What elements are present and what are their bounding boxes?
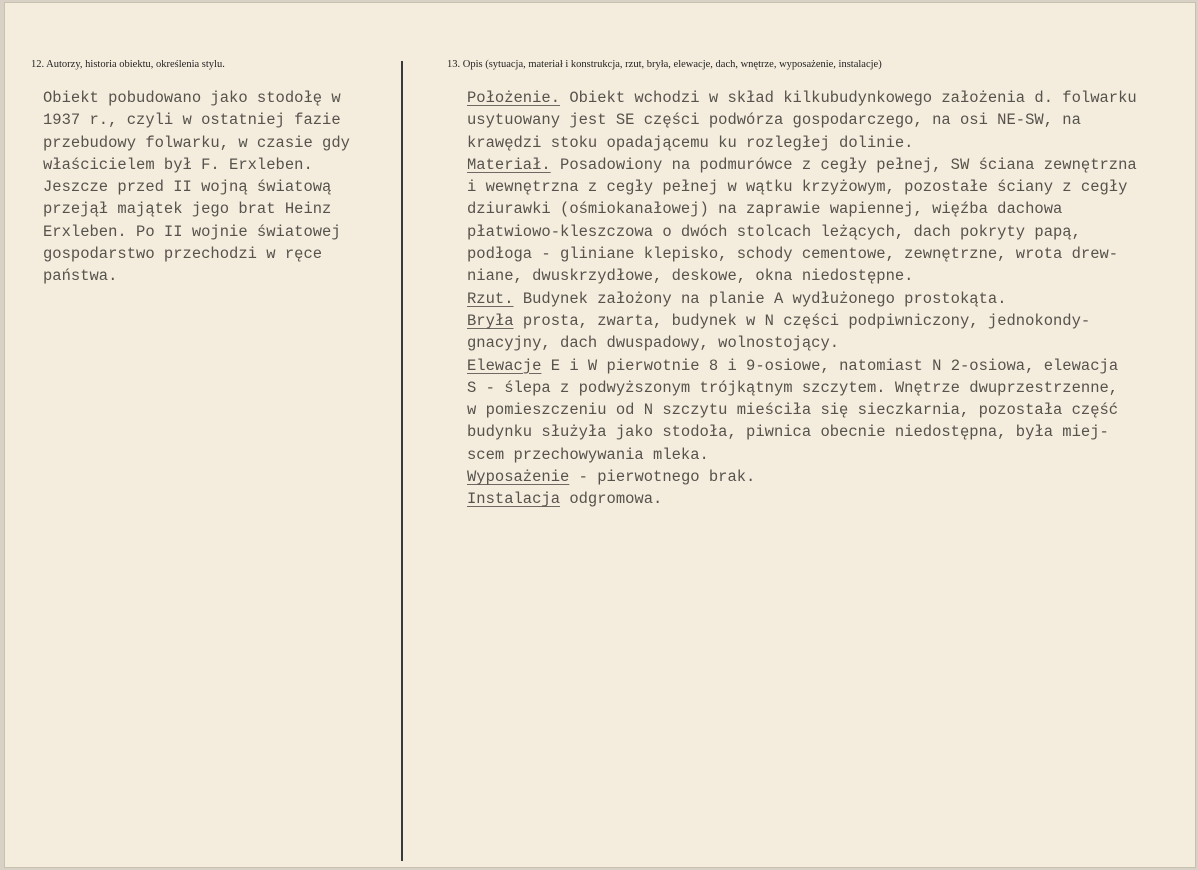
line-text: i wewnętrzna z cegły pełnej w wątku krzyżowym, pozostałe ściany z cegły — [467, 178, 1128, 197]
subheading-label: Materiał. — [467, 155, 551, 174]
section-13-line — [467, 109, 1137, 131]
section-12-line: gospodarstwo przechodzi w ręce — [43, 245, 323, 264]
line-text: Obiekt wchodzi w skład kilkubudynkowego założenia d. folwarku — [560, 89, 1137, 107]
subheading-label: Elewacje — [467, 356, 542, 375]
line-text: niane, dwuskrzydłowe, deskowe, okna niedostępne. — [467, 267, 914, 286]
section-13-heading: 13. Opis (sytuacja, materiał i konstrukcja, rzut, bryła, elewacje, dach, wnętrze, wyposażenie, instalacje) — [447, 59, 882, 70]
section-12-line: właścicielem był F. Erxleben. — [43, 155, 313, 174]
section-13-line — [467, 176, 1137, 198]
subheading-label: Rzut. — [467, 289, 514, 308]
line-text: płatwiowo-kleszczowa o dwóch stolcach leżących, dach pokryty papą, — [467, 222, 1081, 241]
line-text: S - ślepa z podwyższonym trójkątnym szczytem. Wnętrze dwuprzestrzenne, — [467, 378, 1119, 397]
section-12-line: państwa. — [43, 267, 118, 286]
line-text: w pomieszczeniu od N szczytu mieściła się sieczkarnia, pozostała część — [467, 401, 1119, 420]
section-13-line — [467, 421, 1137, 443]
section-12-line: Jeszcze przed II wojną światową — [43, 178, 332, 197]
line-text: podłoga - gliniane klepisko, schody cementowe, zewnętrzne, wrota drew- — [467, 245, 1119, 264]
subheading-label: Wyposażenie — [467, 468, 570, 487]
line-text: E i W pierwotnie 8 i 9-osiowe, natomiast N 2-osiowa, elewacja — [541, 356, 1119, 375]
subheading-label: Bryła — [467, 311, 514, 330]
line-text: usytuowany jest SE części podwórza gospodarczego, na osi NE-SW, na — [467, 111, 1081, 130]
section-13-line — [467, 466, 1137, 488]
section-13-line — [467, 488, 1137, 510]
record-card — [4, 2, 1196, 868]
column-divider — [401, 61, 403, 861]
section-13-line — [467, 288, 1137, 310]
section-12-heading: 12. Autorzy, historia obiektu, określenia stylu. — [31, 59, 225, 70]
section-13-line — [467, 221, 1137, 243]
section-13-line — [467, 132, 1137, 154]
section-13-line — [467, 154, 1137, 176]
section-13-line — [467, 444, 1137, 466]
line-text: Posadowiony na podmurówce z cegły pełnej, SW ściana zewnętrzna — [550, 155, 1137, 174]
section-12-line: Obiekt pobudowano jako stodołę w — [43, 89, 341, 107]
section-13-line — [467, 87, 1137, 109]
line-text: Budynek założony na planie A wydłużonego prostokąta. — [513, 289, 1007, 308]
subheading-label: Instalacja — [467, 490, 561, 509]
line-text: prosta, zwarta, budynek w N części podpiwniczony, jednokondy- — [513, 311, 1091, 330]
line-text: dziurawki (ośmiokanałowej) na zaprawie wapiennej, więźba dachowa — [467, 200, 1063, 219]
section-13-line — [467, 332, 1137, 354]
section-12-line: 1937 r., czyli w ostatniej fazie — [43, 111, 341, 130]
line-text: krawędzi stoku opadającemu ku rozległej dolinie. — [467, 133, 914, 152]
section-13-line — [467, 243, 1137, 265]
section-12-line: przejął majątek jego brat Heinz — [43, 200, 332, 219]
line-text: budynku służyła jako stodoła, piwnica obecnie niedostępna, była miej- — [467, 423, 1109, 442]
section-13-line — [467, 310, 1137, 332]
section-12-text — [43, 87, 350, 288]
section-13-line — [467, 198, 1137, 220]
section-12-line: Erxleben. Po II wojnie światowej — [43, 222, 341, 241]
section-13-text — [467, 87, 1137, 511]
subheading-label: Położenie. — [467, 89, 561, 107]
line-text: gnacyjny, dach dwuspadowy, wolnostojący. — [467, 334, 840, 353]
line-text: odgromowa. — [560, 490, 663, 509]
line-text: - pierwotnego brak. — [569, 468, 756, 487]
section-12-line: przebudowy folwarku, w czasie gdy — [43, 133, 350, 152]
line-text: scem przechowywania mleka. — [467, 445, 709, 464]
section-13-line — [467, 377, 1137, 399]
section-13-line — [467, 399, 1137, 421]
section-13-line — [467, 355, 1137, 377]
section-13-line — [467, 265, 1137, 287]
